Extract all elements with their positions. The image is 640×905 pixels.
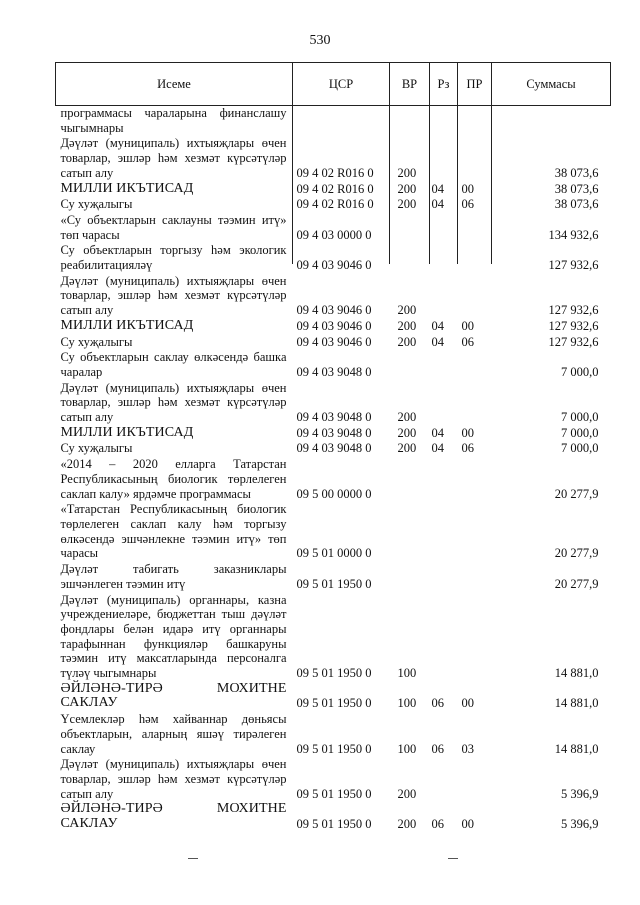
cell-name: «2014 – 2020 елларга Татарстан Республикасының биологик төрлелеген саклап калу» ярдәмче программасы [60, 457, 287, 501]
table-row [56, 502, 611, 562]
cell-rz [430, 136, 458, 181]
table-row [56, 441, 611, 457]
table-row [56, 457, 611, 502]
cell-rz [430, 274, 458, 319]
cell-csr: 09 5 01 1950 0 [296, 786, 372, 801]
header-sum: Суммасы [492, 63, 611, 106]
table-row [56, 243, 611, 273]
column-divider-rz [429, 104, 430, 264]
table-body [56, 106, 611, 833]
cell-rz [430, 593, 458, 682]
cell-vr: 200 [397, 318, 417, 333]
cell-sum: 127 932,6 [548, 258, 599, 273]
cell-sum: 38 073,6 [554, 197, 599, 212]
cell-pr [458, 593, 492, 682]
footer-dash-right [448, 858, 458, 859]
table-row [56, 335, 611, 351]
cell-csr: 09 4 03 9046 0 [296, 318, 372, 333]
cell-sum: 7 000,0 [561, 441, 599, 456]
table-row [56, 562, 611, 592]
cell-sum: 127 932,6 [548, 303, 599, 318]
table-row [56, 593, 611, 682]
cell-pr [458, 213, 492, 243]
cell-sum: 14 881,0 [554, 666, 599, 681]
budget-table [55, 62, 611, 833]
header-csr: ЦСР [293, 63, 390, 106]
cell-pr [458, 136, 492, 181]
cell-sum: 14 881,0 [554, 696, 599, 711]
column-divider-pr [457, 104, 458, 264]
cell-vr: 100 [397, 696, 417, 711]
cell-csr: 09 4 03 9048 0 [296, 441, 372, 456]
cell-vr [390, 106, 430, 137]
cell-sum: 127 932,6 [548, 318, 599, 333]
table-header-row [56, 63, 611, 106]
cell-name: МИЛЛИ ИКЪТИСАД [60, 424, 194, 440]
cell-name: МИЛЛИ ИКЪТИСАД [60, 180, 194, 196]
cell-pr [458, 381, 492, 426]
cell-sum: 5 396,9 [561, 817, 599, 832]
cell-vr [390, 350, 430, 380]
page-number: 530 [309, 33, 331, 48]
cell-pr [458, 502, 492, 562]
cell-name: Дәүләт (муниципаль) ихтыяҗлары өчен товарлар, эшләр һәм хезмәт күрсәтүләр сатып алу [60, 273, 287, 318]
cell-name: Дәүләт (муниципаль) органнары, казна учреждениеләре, бюджеттан тыш дәүләт фондлары белән идарә итү органнары тарафыннан функцияләр башкаруны тәэмин итү максатларында персоналга түләү чыгымнары [60, 592, 287, 681]
cell-sum: 38 073,6 [554, 165, 599, 180]
cell-sum: 20 277,9 [554, 546, 599, 561]
cell-name: Су хуҗалыгы [60, 334, 133, 349]
cell-rz [430, 213, 458, 243]
cell-rz [430, 502, 458, 562]
cell-pr: 00 [461, 181, 474, 196]
column-divider-csr [292, 104, 293, 264]
cell-vr [390, 243, 430, 273]
cell-sum: 20 277,9 [554, 486, 599, 501]
cell-vr: 200 [397, 786, 417, 801]
table-row [56, 802, 611, 832]
cell-name: Су хуҗалыгы [60, 197, 133, 212]
footer-dash-left [188, 858, 198, 859]
cell-name: Су объектларын саклау өлкәсендә башка чаралар [60, 350, 287, 379]
column-divider-vr [389, 104, 390, 264]
cell-name: Су объектларын торгызу һәм экологик реабилитацияләү [60, 243, 287, 273]
cell-csr: 09 5 01 1950 0 [296, 696, 372, 711]
cell-vr: 200 [397, 817, 417, 832]
cell-sum: 20 277,9 [554, 576, 599, 591]
cell-csr: 09 4 03 9046 0 [296, 258, 372, 273]
cell-csr: 09 4 03 9048 0 [296, 410, 372, 425]
cell-csr: 09 4 02 R016 0 [296, 181, 374, 196]
cell-sum: 7 000,0 [561, 410, 599, 425]
table-row [56, 682, 611, 712]
table-row [56, 319, 611, 335]
cell-rz [430, 106, 458, 137]
cell-name: МИЛЛИ ИКЪТИСАД [60, 317, 194, 333]
cell-vr [390, 457, 430, 502]
cell-vr: 200 [397, 303, 417, 318]
cell-vr: 200 [397, 410, 417, 425]
cell-name: Дәүләт (муниципаль) ихтыяҗлары өчен товарлар, эшләр һәм хезмәт күрсәтүләр сатып алу [60, 380, 287, 425]
table-row [56, 426, 611, 442]
cell-csr: 09 5 01 1950 0 [296, 741, 372, 756]
cell-rz [430, 350, 458, 380]
cell-rz [430, 381, 458, 426]
cell-csr: 09 4 03 9046 0 [296, 303, 372, 318]
table-row [56, 757, 611, 802]
cell-csr: 09 5 01 1950 0 [296, 817, 372, 832]
cell-vr: 100 [397, 741, 417, 756]
cell-csr: 09 5 01 1950 0 [296, 576, 372, 591]
cell-csr: 09 4 03 9048 0 [296, 425, 372, 440]
table-row [56, 350, 611, 380]
cell-vr [390, 562, 430, 592]
cell-rz: 06 [431, 696, 444, 711]
cell-vr: 200 [397, 425, 417, 440]
cell-name: «Су объектларын саклауны тәэмин итү» төп чарасы [60, 212, 287, 242]
cell-pr: 06 [461, 197, 474, 212]
cell-vr [390, 213, 430, 243]
cell-sum: 7 000,0 [561, 425, 599, 440]
cell-pr: 06 [461, 334, 474, 349]
cell-pr [458, 757, 492, 802]
cell-vr: 200 [397, 181, 417, 196]
table-row [56, 712, 611, 757]
cell-vr [390, 502, 430, 562]
cell-sum: 7 000,0 [561, 364, 599, 379]
cell-rz: 04 [431, 181, 444, 196]
cell-sum: 5 396,9 [561, 786, 599, 801]
cell-vr: 200 [397, 441, 417, 456]
header-vr: ВР [390, 63, 430, 106]
cell-sum: 134 932,6 [548, 227, 599, 242]
cell-sum: 127 932,6 [548, 334, 599, 349]
cell-name: Дәүләт табигать заказниклары эшчәнлеген тәэмин итү [60, 562, 287, 591]
cell-name: Дәүләт (муниципаль) ихтыяҗлары өчен товарлар, эшләр һәм хезмәт күрсәтүләр сатып алу [60, 136, 287, 180]
cell-name: Үсемлекләр һәм хайваннар дөньясы объектларын, аларның яшәү тирәлеген саклау [60, 712, 287, 756]
column-divider-sum [491, 104, 492, 264]
cell-pr [458, 243, 492, 273]
cell-rz: 04 [431, 318, 444, 333]
cell-csr: 09 4 03 9048 0 [296, 364, 372, 379]
cell-vr: 200 [397, 165, 417, 180]
cell-rz [430, 757, 458, 802]
cell-pr [458, 562, 492, 592]
table-row [56, 106, 611, 137]
cell-pr [458, 274, 492, 319]
cell-rz: 04 [431, 441, 444, 456]
cell-sum: 38 073,6 [554, 181, 599, 196]
cell-csr: 09 4 03 9046 0 [296, 334, 372, 349]
cell-vr: 200 [397, 334, 417, 349]
cell-vr: 100 [397, 666, 417, 681]
cell-name: ӘЙЛӘНӘ-ТИРӘ МОХИТНЕ САКЛАУ [60, 680, 287, 711]
cell-name: программасы чараларына финанслашу чыгымнары [60, 106, 287, 135]
cell-sum: 14 881,0 [554, 741, 599, 756]
table-row [56, 182, 611, 198]
cell-csr: 09 4 02 R016 0 [296, 165, 374, 180]
cell-rz [430, 562, 458, 592]
cell-csr: 09 4 02 R016 0 [296, 197, 374, 212]
cell-pr: 00 [461, 817, 474, 832]
cell-name: Су хуҗалыгы [60, 441, 133, 456]
cell-vr: 200 [397, 197, 417, 212]
cell-rz: 06 [431, 817, 444, 832]
cell-pr [458, 106, 492, 137]
cell-pr [458, 457, 492, 502]
cell-rz: 04 [431, 197, 444, 212]
cell-pr: 00 [461, 318, 474, 333]
cell-pr: 00 [461, 425, 474, 440]
cell-rz: 04 [431, 334, 444, 349]
table-row [56, 274, 611, 319]
table-row [56, 136, 611, 181]
cell-csr: 09 4 03 0000 0 [296, 227, 372, 242]
cell-csr: 09 5 01 1950 0 [296, 666, 372, 681]
cell-pr: 03 [461, 741, 474, 756]
cell-name: «Татарстан Республикасының биологик төрлелеген саклап калу һәм торгызу өлкәсендә эшчәнлекне тәэмин итү» төп чарасы [60, 502, 287, 561]
cell-sum [492, 106, 611, 137]
cell-rz [430, 457, 458, 502]
cell-csr: 09 5 01 0000 0 [296, 546, 372, 561]
table-row [56, 213, 611, 243]
cell-csr: 09 5 00 0000 0 [296, 486, 372, 501]
header-pr: ПР [458, 63, 492, 106]
cell-name: Дәүләт (муниципаль) ихтыяҗлары өчен товарлар, эшләр һәм хезмәт күрсәтүләр сатып алу [60, 757, 287, 801]
cell-rz [430, 243, 458, 273]
header-rz: Рз [430, 63, 458, 106]
cell-rz: 06 [431, 741, 444, 756]
cell-pr: 06 [461, 441, 474, 456]
cell-pr [458, 350, 492, 380]
cell-csr [293, 106, 390, 137]
cell-rz: 04 [431, 425, 444, 440]
cell-pr: 00 [461, 696, 474, 711]
table-row [56, 197, 611, 213]
cell-name: ӘЙЛӘНӘ-ТИРӘ МОХИТНЕ САКЛАУ [60, 801, 287, 832]
header-name: Исеме [56, 63, 293, 106]
table-row [56, 381, 611, 426]
